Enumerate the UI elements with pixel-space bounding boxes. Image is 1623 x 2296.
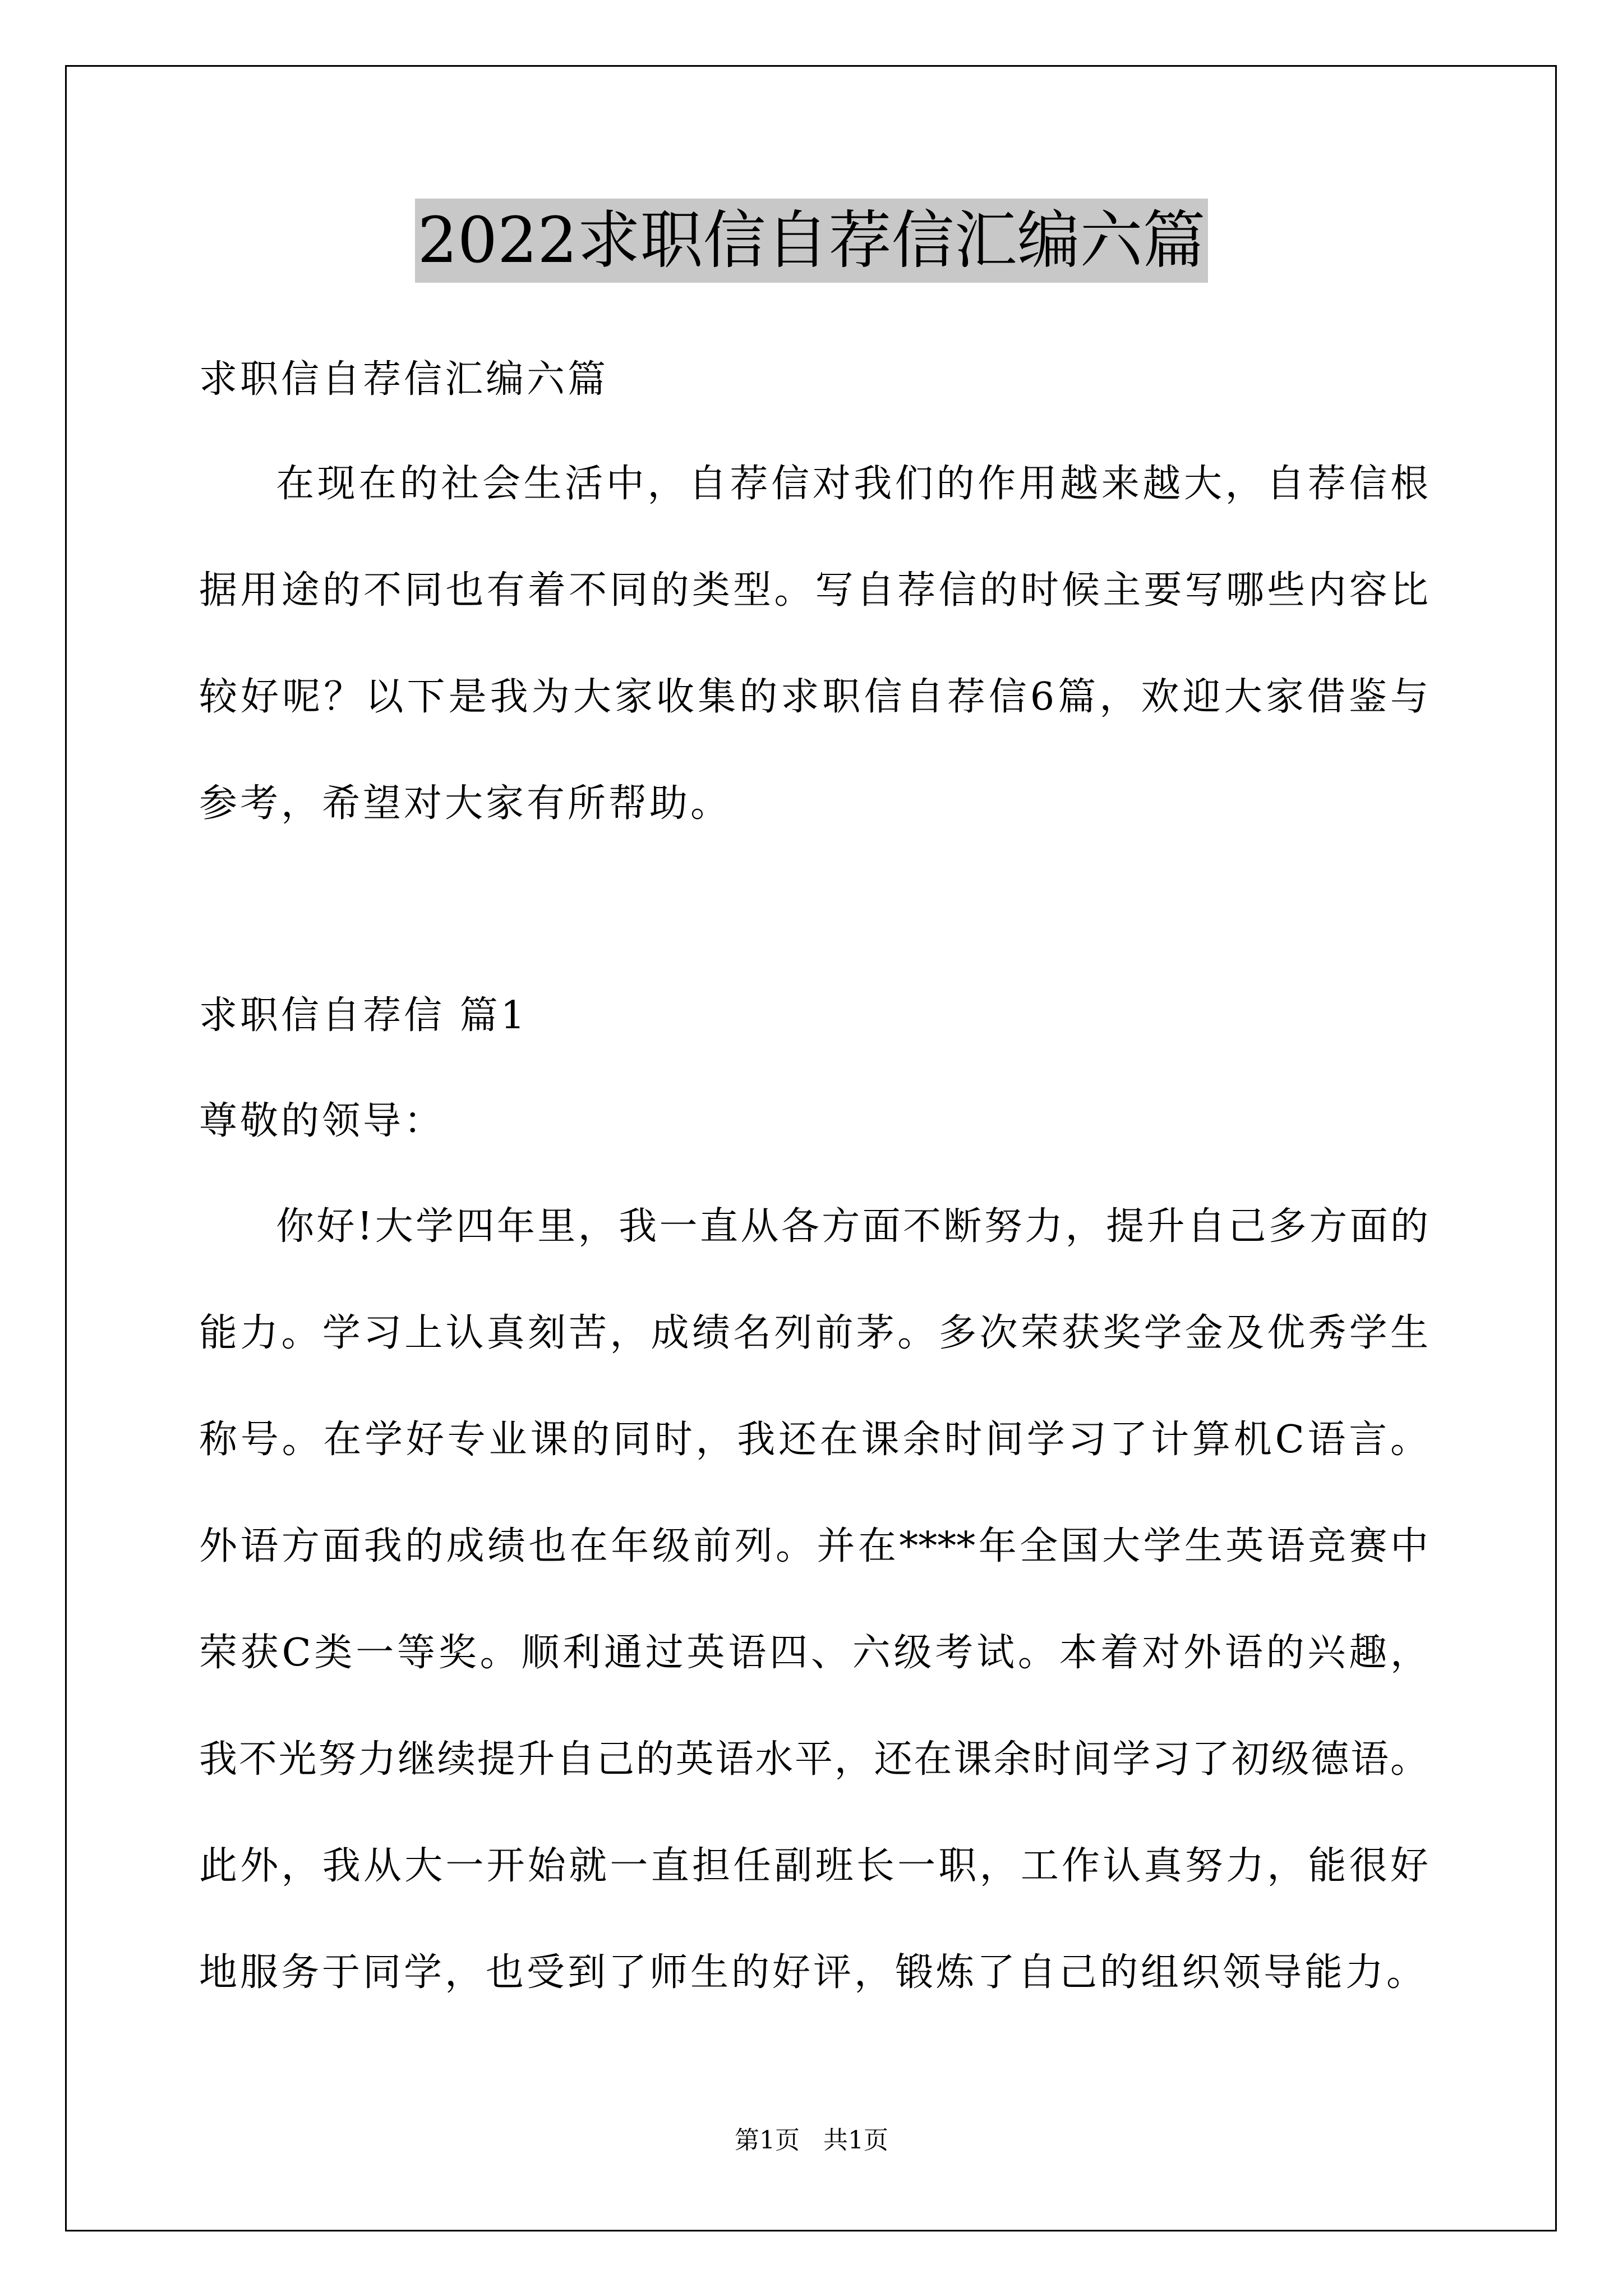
title-wrap	[0, 199, 1623, 283]
intro-line: 较好呢？以下是我为大家收集的求职信自荐信6篇，欢迎大家借鉴与	[199, 675, 1428, 719]
document-subtitle: 求职信自荐信汇编六篇	[199, 357, 609, 402]
salutation: 尊敬的领导：	[199, 1099, 445, 1143]
body-line: 荣获C类一等奖。顺利通过英语四、六级考试。本着对外语的兴趣，	[199, 1631, 1428, 1675]
intro-line: 在现在的社会生活中，自荐信对我们的作用越来越大，自荐信根	[276, 462, 1428, 506]
page-footer: 第1页 共1页	[735, 2126, 888, 2155]
intro-line: 参考，希望对大家有所帮助。	[199, 781, 732, 826]
intro-line: 据用途的不同也有着不同的类型。写自荐信的时候主要写哪些内容比	[199, 568, 1428, 613]
body-line: 此外，我从大一开始就一直担任副班长一职，工作认真努力，能很好	[199, 1844, 1428, 1888]
body-line: 外语方面我的成绩也在年级前列。并在****年全国大学生英语竞赛中	[199, 1524, 1428, 1568]
body-line: 称号。在学好专业课的同时，我还在课余时间学习了计算机C语言。	[199, 1418, 1428, 1462]
body-line: 我不光努力继续提升自己的英语水平，还在课余时间学习了初级德语。	[199, 1737, 1428, 1782]
body-line: 能力。学习上认真刻苦，成绩名列前茅。多次荣获奖学金及优秀学生	[199, 1311, 1428, 1355]
section-heading: 求职信自荐信 篇1	[199, 993, 528, 1038]
document-title: 2022求职信自荐信汇编六篇	[415, 199, 1207, 283]
body-line: 地服务于同学，也受到了师生的好评，锻炼了自己的组织领导能力。	[199, 1950, 1428, 1995]
body-line: 你好!大学四年里，我一直从各方面不断努力，提升自己多方面的	[276, 1204, 1428, 1249]
